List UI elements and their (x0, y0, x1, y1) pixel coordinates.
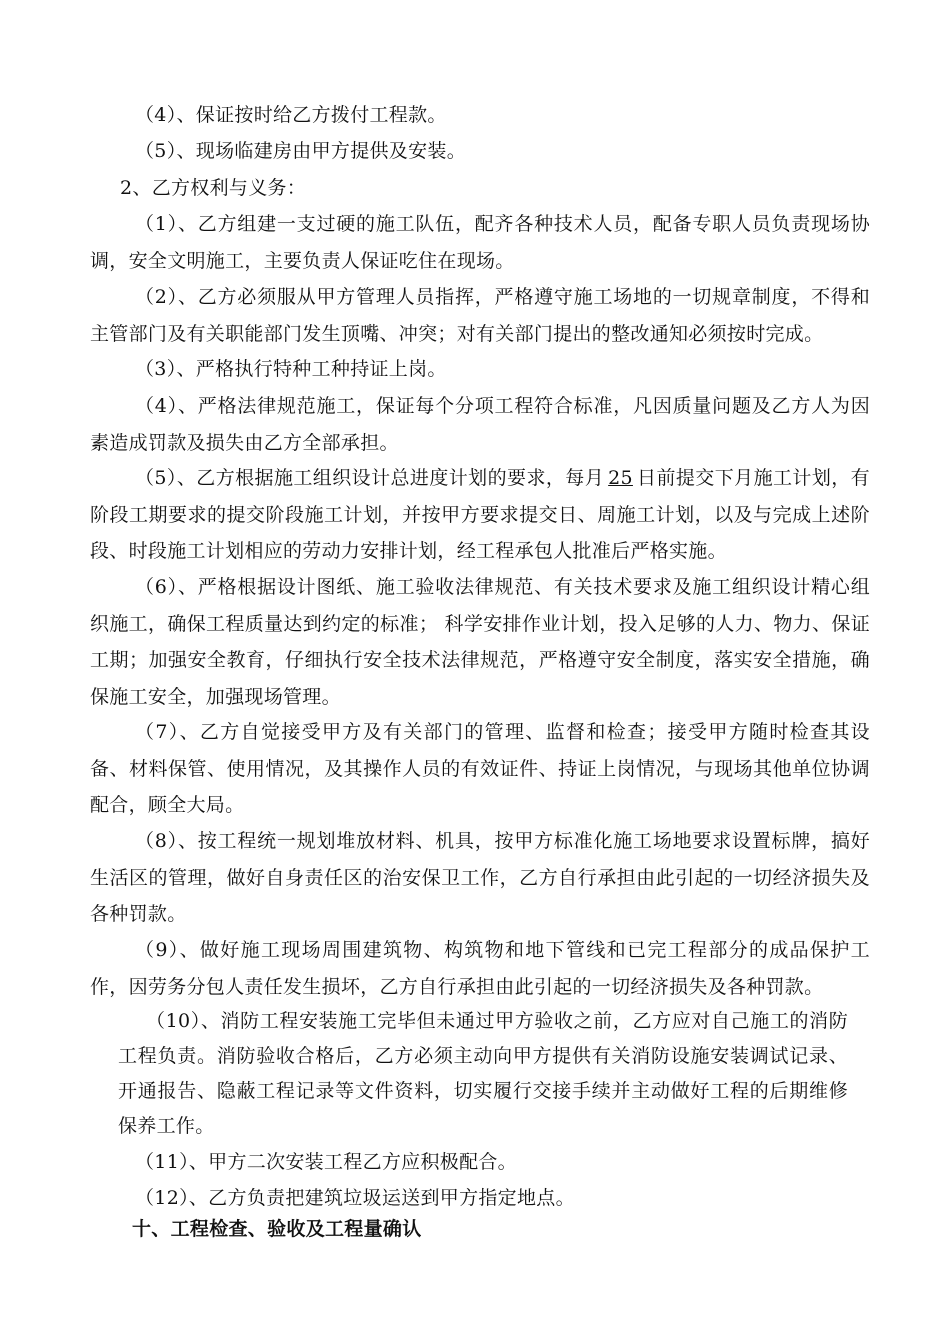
clause-4-party-b: （4）、严格法律规范施工，保证每个分项工程符合标准，凡因质量问题及乙方人为因素造成罚款及损失由乙方全部承担。 (90, 395, 870, 454)
clause-5-party-b (90, 460, 870, 570)
clause-5-text-start: （5）、乙方根据施工组织设计总进度计划的要求，每月 (135, 467, 605, 489)
clause-10-party-b: （10）、消防工程安装施工完毕但未通过甲方验收之前，乙方应对自己施工的消防工程负责。消防验收合格后，乙方必须主动向甲方提供有关消防设施安装调试记录、开通报告、隐蔽工程记录等文件资料，切实履行交接手续并主动做好工程的后期维修保养工作。 (118, 1010, 848, 1137)
clause-8-party-b: （8）、按工程统一规划堆放材料、机具，按甲方标准化施工场地要求设置标牌，搞好生活区的管理，做好自身责任区的治安保卫工作，乙方自行承担由此引起的一切经济损失及各种罚款。 (90, 830, 870, 926)
section-10-heading: 十、工程检查、验收及工程量确认 (132, 1218, 422, 1240)
clause-12-party-b: （12）、乙方负责把建筑垃圾运送到甲方指定地点。 (135, 1187, 575, 1209)
clause-4-party-a: （4）、保证按时给乙方拨付工程款。 (135, 104, 447, 126)
clause-11-party-b: （11）、甲方二次安装工程乙方应积极配合。 (135, 1151, 517, 1173)
clause-5-text-end: 日前提交下月施工计划，有阶段工期要求的提交阶段施工计划，并按甲方要求提交日、周施工计划，以及与完成上述阶段、时段施工计划相应的劳动力安排计划，经工程承包人批准后严格实施。 (90, 467, 870, 563)
clause-1-party-b: （1）、乙方组建一支过硬的施工队伍，配齐各种技术人员，配备专职人员负责现场协调，安全文明施工，主要负责人保证吃住在现场。 (90, 213, 870, 272)
clause-7-party-b: （7）、乙方自觉接受甲方及有关部门的管理、监督和检查；接受甲方随时检查其设备、材料保管、使用情况，及其操作人员的有效证件、持证上岗情况，与现场其他单位协调配合，顾全大局。 (90, 721, 870, 817)
clause-3-party-b: （3）、严格执行特种工种持证上岗。 (135, 358, 447, 380)
section-2-title: 2、乙方权利与义务： (120, 177, 307, 199)
submission-day-value: 25 (608, 467, 633, 489)
clause-5-party-a: （5）、现场临建房由甲方提供及安装。 (135, 140, 466, 162)
clause-9-party-b: （9）、做好施工现场周围建筑物、构筑物和地下管线和已完工程部分的成品保护工作，因劳务分包人责任发生损坏，乙方自行承担由此引起的一切经济损失及各种罚款。 (90, 939, 870, 998)
clause-2-party-b: （2）、乙方必须服从甲方管理人员指挥，严格遵守施工场地的一切规章制度，不得和主管部门及有关职能部门发生顶嘴、冲突；对有关部门提出的整改通知必须按时完成。 (90, 286, 870, 345)
clause-6-party-b: （6）、严格根据设计图纸、施工验收法律规范、有关技术要求及施工组织设计精心组织施工，确保工程质量达到约定的标准； 科学安排作业计划，投入足够的人力、物力、保证工期；加强安全教育，仔细执行安全技术法律规范，严格遵守安全制度，落实安全措施，确保施工安全，加强现场管理。 (90, 576, 870, 708)
